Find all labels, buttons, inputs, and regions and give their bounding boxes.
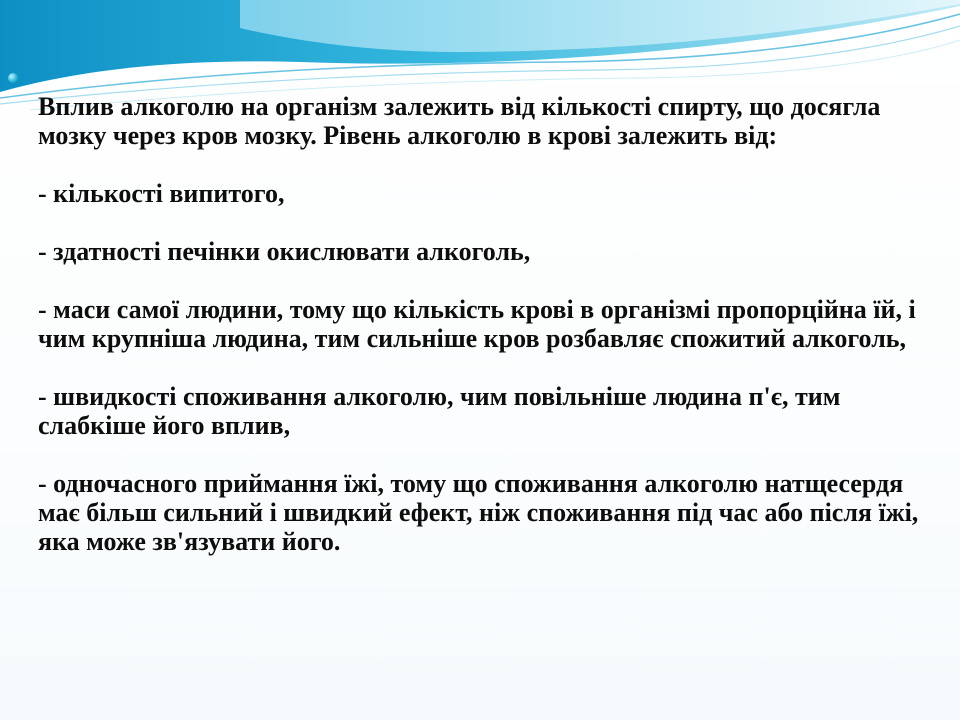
slide-body-text xyxy=(38,92,943,556)
slide-paragraph: - маси самої людини, тому що кількість крові в організмі пропорційна їй, і чим крупніша людина, тим сильніше кров розбавляє спожитий алкоголь, xyxy=(38,295,916,353)
slide-paragraph: - швидкості споживання алкоголю, чим повільніше людина п'є, тим слабкіше його вплив, xyxy=(38,382,841,440)
slide-paragraph: Вплив алкоголю на організм залежить від кількості спирту, що досягла мозку через кров мозку. Рівень алкоголю в крові залежить від: xyxy=(38,92,881,150)
slide-paragraph: - кількості випитого, xyxy=(38,179,285,208)
slide-paragraph: - одночасного приймання їжі, тому що споживання алкоголю натщесердя має більш сильний і швидкий ефект, ніж споживання під час або після їжі, яка може зв'язувати його. xyxy=(38,469,919,556)
bullet-dot-icon xyxy=(8,73,18,83)
slide-paragraph: - здатності печінки окислювати алкоголь, xyxy=(38,237,531,266)
